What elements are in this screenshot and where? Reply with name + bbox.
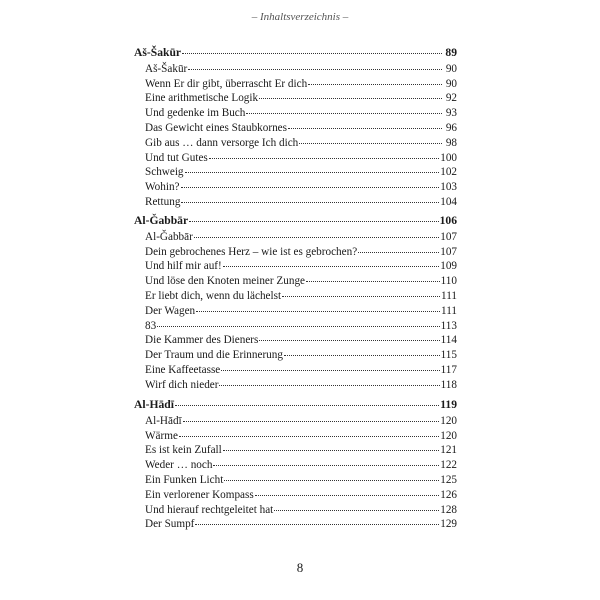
entry-page: 110 xyxy=(440,275,457,288)
entry-title: Und hierauf rechtgeleitet hat xyxy=(145,503,274,516)
toc-entry[interactable] xyxy=(134,106,457,121)
entry-page: 111 xyxy=(441,289,457,302)
leader-dots xyxy=(185,171,440,173)
entry-title: Er liebt dich, wenn du lächelst xyxy=(145,289,282,302)
leader-dots xyxy=(189,220,439,222)
entry-page: 103 xyxy=(440,181,457,194)
leader-dots xyxy=(182,52,442,54)
leader-dots xyxy=(181,201,439,203)
entry-page: 129 xyxy=(440,518,457,531)
entry-page: 126 xyxy=(440,488,457,501)
entry-title: Dein gebrochenes Herz – wie ist es gebrochen? xyxy=(145,245,358,258)
entry-page: 90 xyxy=(445,77,457,90)
toc-entry[interactable] xyxy=(134,121,457,136)
leader-dots xyxy=(157,325,439,327)
entry-title: Wirf dich nieder xyxy=(145,378,219,391)
leader-dots xyxy=(188,68,442,70)
chapter-title: Al-Ǧabbār xyxy=(134,214,189,227)
entry-page: 118 xyxy=(440,378,457,391)
toc-entry[interactable] xyxy=(134,245,457,260)
entry-title: Rettung xyxy=(145,195,181,208)
entry-title: Und löse den Knoten meiner Zunge xyxy=(145,275,306,288)
toc-entry[interactable] xyxy=(134,458,457,473)
entry-title: Eine Kaffeetasse xyxy=(145,363,221,376)
leader-dots xyxy=(274,509,439,511)
chapter-title: Aš-Šakūr xyxy=(134,46,182,59)
entry-page: 98 xyxy=(445,136,457,149)
entry-page: 90 xyxy=(445,62,457,75)
entry-page: 120 xyxy=(440,429,457,442)
chapter-row[interactable] xyxy=(134,398,457,413)
entry-title: Al-Hādī xyxy=(145,414,182,427)
toc-entry[interactable] xyxy=(134,414,457,429)
leader-dots xyxy=(259,339,439,341)
entry-title: Der Traum und die Erinnerung xyxy=(145,349,283,362)
leader-dots xyxy=(224,479,439,481)
toc-entry[interactable] xyxy=(134,151,457,166)
entry-title: Schweig xyxy=(145,166,184,179)
entry-page: 117 xyxy=(440,363,457,376)
entry-page: 104 xyxy=(440,195,457,208)
entry-title: Ein verlorener Kompass xyxy=(145,488,254,501)
entry-page: 125 xyxy=(440,473,457,486)
entry-page: 120 xyxy=(440,414,457,427)
toc-section xyxy=(134,214,457,393)
entry-page: 109 xyxy=(440,260,457,273)
running-header: – Inhaltsverzeichnis – xyxy=(251,11,349,23)
entry-page: 96 xyxy=(445,121,457,134)
entry-title: Die Kammer des Dieners xyxy=(145,334,259,347)
toc-entry[interactable] xyxy=(134,378,457,393)
leader-dots xyxy=(175,404,439,406)
entry-page: 113 xyxy=(440,319,457,332)
entry-title: Der Sumpf xyxy=(145,518,195,531)
page-number: 8 xyxy=(296,560,304,575)
toc-entry[interactable] xyxy=(134,363,457,378)
leader-dots xyxy=(219,384,439,386)
entry-page: 121 xyxy=(440,444,457,457)
chapter-page: 89 xyxy=(445,46,457,59)
chapter-page: 119 xyxy=(440,398,457,411)
entry-title: Wärme xyxy=(145,429,178,442)
entry-title: Ein Funken Licht xyxy=(145,473,224,486)
toc-entry[interactable] xyxy=(134,274,457,289)
leader-dots xyxy=(196,310,440,312)
entry-title: Und hilf mir auf! xyxy=(145,260,222,273)
entry-page: 111 xyxy=(441,304,457,317)
entry-page: 128 xyxy=(440,503,457,516)
entry-title: Und gedenke im Buch xyxy=(145,107,246,120)
toc-entry[interactable] xyxy=(134,488,457,503)
toc-entry[interactable] xyxy=(134,91,457,106)
entry-page: 122 xyxy=(440,459,457,472)
entry-title: Eine arithmetische Logik xyxy=(145,92,259,105)
leader-dots xyxy=(181,186,440,188)
toc-entry[interactable] xyxy=(134,180,457,195)
toc-section xyxy=(134,46,457,210)
toc-entry[interactable] xyxy=(134,304,457,319)
chapter-title: Al-Hādī xyxy=(134,398,174,411)
leader-dots xyxy=(306,280,440,282)
entry-page: 107 xyxy=(440,230,457,243)
toc-entry[interactable] xyxy=(134,443,457,458)
entry-page: 115 xyxy=(440,349,457,362)
entry-page: 107 xyxy=(440,245,457,258)
chapter-page: 106 xyxy=(439,214,457,227)
toc-entry[interactable] xyxy=(134,77,457,92)
toc-entry[interactable] xyxy=(134,165,457,180)
entry-title: Und tut Gutes xyxy=(145,151,208,164)
leader-dots xyxy=(284,354,440,356)
leader-dots xyxy=(223,449,439,451)
entry-title: Weder … noch xyxy=(145,459,213,472)
leader-dots xyxy=(223,265,439,267)
toc-entry[interactable] xyxy=(134,62,457,77)
toc-entry[interactable] xyxy=(134,136,457,151)
chapter-row[interactable] xyxy=(134,46,457,61)
entry-title: Der Wagen xyxy=(145,304,196,317)
leader-dots xyxy=(246,112,442,114)
leader-dots xyxy=(183,420,440,422)
toc-entry[interactable] xyxy=(134,259,457,274)
leader-dots xyxy=(358,251,439,253)
entry-title: Wenn Er dir gibt, überrascht Er dich xyxy=(145,77,308,90)
toc-entry[interactable] xyxy=(134,348,457,363)
leader-dots xyxy=(259,97,442,99)
toc-section xyxy=(134,398,457,532)
toc-entry[interactable] xyxy=(134,319,457,334)
entry-title: Al-Ǧabbār xyxy=(145,230,193,243)
entry-title: 83 xyxy=(145,319,157,332)
entry-title: Aš-Šakūr xyxy=(145,62,188,75)
toc-entry[interactable] xyxy=(134,230,457,245)
entry-page: 114 xyxy=(440,334,457,347)
entry-page: 100 xyxy=(440,151,457,164)
leader-dots xyxy=(221,369,439,371)
entry-page: 102 xyxy=(440,166,457,179)
leader-dots xyxy=(209,157,439,159)
leader-dots xyxy=(195,523,439,525)
entry-title: Gib aus … dann versorge Ich dich xyxy=(145,136,299,149)
leader-dots xyxy=(213,464,439,466)
leader-dots xyxy=(282,295,440,297)
chapter-row[interactable] xyxy=(134,214,457,229)
entry-title: Das Gewicht eines Staubkornes xyxy=(145,121,287,134)
leader-dots xyxy=(288,127,442,129)
entry-title: Wohin? xyxy=(145,181,180,194)
entry-page: 93 xyxy=(445,107,457,120)
leader-dots xyxy=(255,494,439,496)
leader-dots xyxy=(194,236,439,238)
toc-entry[interactable] xyxy=(134,503,457,518)
leader-dots xyxy=(308,83,442,85)
leader-dots xyxy=(299,142,442,144)
toc-entry[interactable] xyxy=(134,333,457,348)
toc-entry[interactable] xyxy=(134,289,457,304)
entry-title: Es ist kein Zufall xyxy=(145,444,222,457)
leader-dots xyxy=(179,435,439,437)
toc-entry[interactable] xyxy=(134,517,457,532)
toc-entry[interactable] xyxy=(134,429,457,444)
toc-entry[interactable] xyxy=(134,195,457,210)
entry-page: 92 xyxy=(445,92,457,105)
toc-entry[interactable] xyxy=(134,473,457,488)
